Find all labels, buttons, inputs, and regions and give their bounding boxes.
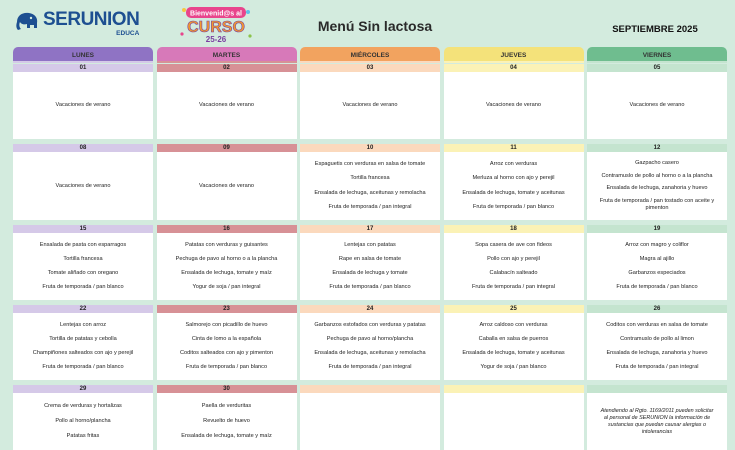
date-number: 10	[300, 144, 440, 152]
menu-dish: Salmorejo con picadillo de huevo	[185, 322, 268, 328]
date-number: 22	[13, 305, 153, 313]
allergen-notice: Atendiendo al Rgto. 1169/2011 pueden solicitar al personal de SERUNION la información de sustancias que puedan causar alergias o intolerancias	[600, 407, 714, 435]
menu-dish: Ensalada de lechuga, aceitunas y remolacha	[314, 189, 426, 196]
menu-dish: Vacaciones de verano	[486, 102, 541, 108]
menu-items	[13, 72, 153, 139]
menu-dish: Cinta de lomo a la española	[191, 336, 262, 342]
menu-dish: Ensalada de lechuga, tomate y maíz	[181, 433, 272, 439]
date-number: 15	[13, 225, 153, 233]
menu-dish: Fruta de temporada / pan blanco	[329, 284, 411, 290]
elephant-logo-icon	[14, 10, 40, 32]
menu-items	[13, 152, 153, 220]
menu-items	[587, 233, 727, 300]
menu-items	[444, 313, 584, 380]
menu-items	[444, 72, 584, 139]
date-number: 23	[157, 305, 297, 313]
day-cell	[300, 385, 440, 450]
date-number: 17	[300, 225, 440, 233]
menu-items	[587, 72, 727, 139]
date-number: 02	[157, 64, 297, 72]
menu-dish: Magra al ajillo	[639, 256, 675, 262]
day-header-lunes: LUNES	[13, 47, 153, 63]
menu-dish: Fruta de temporada / pan blanco	[616, 284, 698, 290]
menu-items	[444, 393, 584, 450]
date-number: 01	[13, 64, 153, 72]
menu-dish: Fruta de temporada / pan blanco	[185, 364, 268, 370]
menu-dish: Fruta de temporada / pan integral	[471, 284, 556, 290]
menu-dish: Ensalada de pasta con esparragos	[39, 242, 127, 248]
day-cell	[13, 385, 153, 450]
menu-dish: Fruta de temporada / pan integral	[328, 203, 412, 210]
menu-dish: Ensalada de lechuga y tomate	[332, 270, 408, 276]
menu-dish: Patatas con verduras y guisantes	[185, 242, 268, 248]
serunion-logo	[14, 10, 139, 40]
date-number: 16	[157, 225, 297, 233]
menu-items	[300, 72, 440, 139]
menu-dish: Rape en salsa de tomate	[338, 256, 402, 262]
menu-items	[13, 393, 153, 450]
date-number: 05	[587, 64, 727, 72]
menu-dish: Ensalada de lechuga, tomate y aceitunas	[462, 350, 565, 356]
menu-items	[587, 152, 727, 220]
day-header-miercoles: MIÉRCOLES	[300, 47, 440, 63]
menu-dish: Fruta de temporada / pan integral	[328, 364, 412, 370]
day-cell	[157, 305, 297, 380]
date-number: 03	[300, 64, 440, 72]
menu-dish: Revuelto de huevo	[203, 418, 250, 424]
menu-dish: Ensalada de lechuga, tomate y aceitunas	[462, 189, 565, 196]
date-number: 12	[587, 144, 727, 152]
menu-calendar	[13, 47, 727, 450]
day-cell	[300, 64, 440, 139]
menu-items	[300, 313, 440, 380]
menu-dish: Fruta de temporada / pan blanco	[42, 284, 124, 290]
menu-dish: Fruta de temporada / pan blanco	[42, 364, 124, 370]
menu-dish: Sopa casera de ave con fideos	[475, 242, 552, 248]
date-number: 19	[587, 225, 727, 233]
menu-dish: Garbanzos estofados con verduras y patatas	[314, 322, 426, 328]
day-header-viernes: VIERNES	[587, 47, 727, 63]
day-cell	[13, 64, 153, 139]
date-number: 09	[157, 144, 297, 152]
menu-dish: Arroz con magro y coliflor	[625, 242, 689, 248]
menu-dish: Vacaciones de verano	[342, 102, 398, 108]
date-number: 04	[444, 64, 584, 72]
menu-items	[300, 152, 440, 220]
badge-line-3: 25-26	[205, 35, 227, 44]
menu-dish: Coditos salteados con ajo y pimenton	[180, 350, 273, 356]
day-cell	[444, 305, 584, 380]
date-number: 18	[444, 225, 584, 233]
menu-items	[587, 393, 727, 450]
day-cell	[157, 64, 297, 139]
day-cell	[13, 225, 153, 300]
day-cell	[444, 64, 584, 139]
day-cell	[157, 385, 297, 450]
badge-line-1: Bienvenid@s al	[190, 10, 242, 18]
menu-dish: Lentejas con patatas	[344, 242, 396, 248]
menu-dish: Contramuslo de pollo al horno o a la plancha	[601, 172, 713, 179]
menu-dish: Pollo al horno/plancha	[55, 418, 111, 424]
menu-items	[157, 152, 297, 220]
day-cell	[300, 305, 440, 380]
menu-dish: Arroz con verduras	[489, 161, 538, 168]
brand-name: SERUNION	[43, 9, 140, 30]
menu-dish: Pollo con ajo y perejil	[487, 256, 540, 262]
day-cell	[587, 64, 727, 139]
brand-subtitle: EDUCA	[116, 30, 140, 37]
date-number	[587, 385, 727, 393]
menu-items	[157, 72, 297, 139]
date-number	[444, 385, 584, 393]
day-cell	[444, 225, 584, 300]
menu-dish: Vacaciones de verano	[629, 102, 685, 108]
menu-dish: Champiñones salteados con ajo y perejil	[32, 350, 134, 356]
date-number: 24	[300, 305, 440, 313]
day-header-martes: MARTES	[157, 47, 297, 63]
day-cell	[157, 144, 297, 220]
month-label: SEPTIEMBRE 2025	[612, 24, 698, 35]
menu-dish: Pechuga de pavo al horno/plancha	[326, 336, 414, 342]
menu-dish: Yogur de soja / pan integral	[192, 284, 261, 290]
menu-dish: Garbanzos especiados	[628, 270, 686, 276]
menu-dish: Fruta de temporada / pan blanco	[472, 203, 555, 210]
menu-dish: Vacaciones de verano	[199, 182, 254, 189]
date-number: 29	[13, 385, 153, 393]
menu-items	[157, 393, 297, 450]
menu-dish: Gazpacho casero	[635, 159, 679, 166]
menu-dish: Ensalada de lechuga, tomate y maíz	[181, 270, 272, 276]
day-cell	[13, 305, 153, 380]
day-cell	[587, 225, 727, 300]
menu-items	[300, 233, 440, 300]
menu-items	[13, 313, 153, 380]
menu-dish: Vacaciones de verano	[199, 102, 254, 108]
menu-dish: Vacaciones de verano	[55, 182, 111, 189]
menu-dish: Tomate aliñado con oregano	[47, 270, 119, 276]
day-header-jueves: JUEVES	[444, 47, 584, 63]
date-number: 26	[587, 305, 727, 313]
menu-dish: Contramuslo de pollo al limon	[620, 336, 694, 342]
page-title: Menú Sin lactosa	[317, 18, 433, 34]
date-number	[300, 385, 440, 393]
menu-dish: Patatas fritas	[66, 433, 100, 439]
menu-dish: Arroz caldoso con verduras	[479, 322, 548, 328]
menu-dish: Ensalada de lechuga, aceitunas y remolacha	[314, 350, 426, 356]
menu-dish: Fruta de temporada / pan tostado con aceite y pimenton	[599, 198, 715, 212]
day-cell	[587, 305, 727, 380]
day-cell	[444, 144, 584, 220]
menu-dish: Tortilla de patatas y cebolla	[49, 336, 117, 342]
date-number: 08	[13, 144, 153, 152]
menu-dish: Vacaciones de verano	[55, 102, 111, 108]
date-number: 30	[157, 385, 297, 393]
menu-dish: Espaguetis con verduras en salsa de tomate	[314, 161, 426, 168]
menu-dish: Ensalada de lechuga, zanahoria y huevo	[606, 185, 708, 192]
welcome-badge	[178, 4, 254, 44]
day-cell	[587, 144, 727, 220]
menu-items	[300, 393, 440, 450]
menu-items	[13, 233, 153, 300]
menu-items	[157, 313, 297, 380]
badge-line-2: CURSO	[187, 19, 245, 36]
day-cell	[444, 385, 584, 450]
date-number: 25	[444, 305, 584, 313]
menu-dish: Coditos con verduras en salsa de tomate	[606, 322, 708, 328]
menu-items	[157, 233, 297, 300]
date-number: 11	[444, 144, 584, 152]
menu-dish: Calabacín salteado	[489, 270, 538, 276]
day-cell	[587, 385, 727, 450]
day-cell	[157, 225, 297, 300]
day-cell	[300, 144, 440, 220]
menu-dish: Tortilla francesa	[350, 175, 390, 182]
menu-items	[444, 233, 584, 300]
menu-dish: Fruta de temporada / pan integral	[615, 364, 699, 370]
menu-items	[587, 313, 727, 380]
menu-dish: Tortilla francesa	[63, 256, 103, 262]
menu-dish: Caballa en salsa de puerros	[478, 336, 549, 342]
menu-dish: Yogur de soja / pan blanco	[480, 364, 547, 370]
menu-dish: Merluza al horno con ajo y perejil	[472, 175, 555, 182]
menu-dish: Paella de verduritas	[201, 403, 252, 409]
menu-items	[444, 152, 584, 220]
day-cell	[300, 225, 440, 300]
menu-dish: Crema de verduras y hortalizas	[44, 403, 122, 409]
page-header	[0, 0, 735, 46]
day-cell	[13, 144, 153, 220]
menu-dish: Lentejas con arroz	[59, 322, 107, 328]
menu-dish: Ensalada de lechuga, zanahoria y huevo	[606, 350, 708, 356]
menu-dish: Pechuga de pavo al horno o a la plancha	[175, 256, 278, 262]
